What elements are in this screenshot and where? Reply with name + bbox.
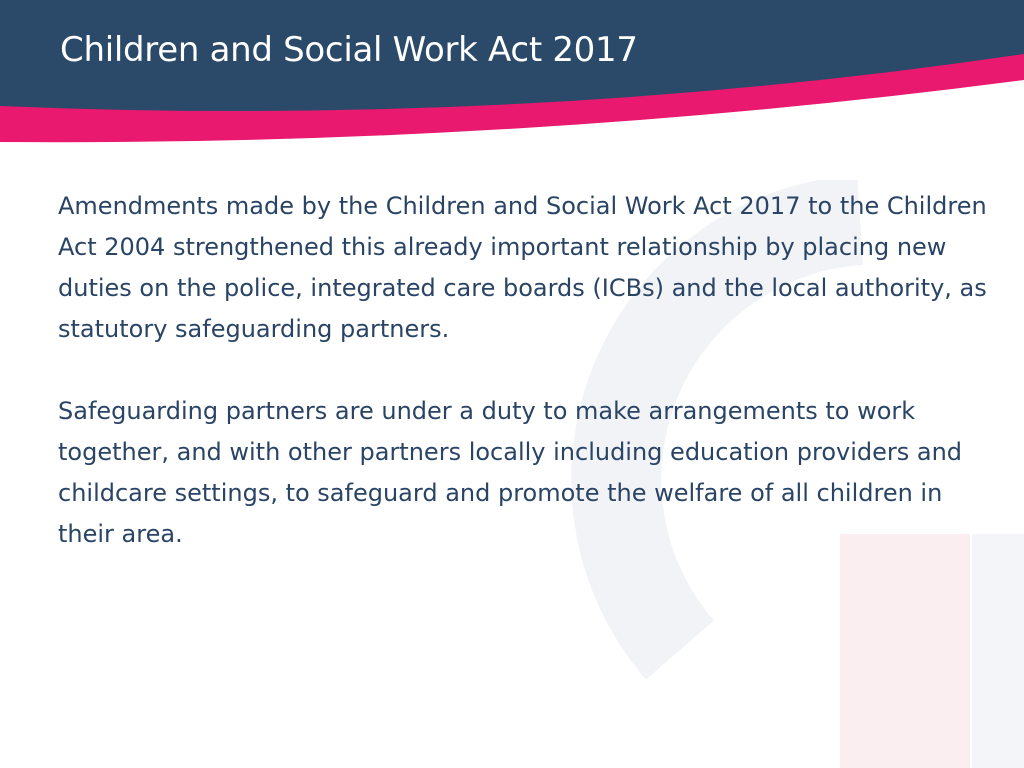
body-paragraph-2: Safeguarding partners are under a duty to make arrangements to work together, and with other partners locally including education providers and childcare settings, to safeguard and promote the welfare of all children in their area. bbox=[58, 397, 963, 548]
body-paragraph-1: Amendments made by the Children and Social Work Act 2017 to the Children Act 2004 strengthened this already important relationship by placing new duties on the police, integrated care boards (ICBs) and the local authority, as statutory safeguarding partners. bbox=[58, 192, 987, 343]
slide-body bbox=[58, 186, 988, 596]
slide-title: Children and Social Work Act 2017 bbox=[60, 30, 638, 70]
